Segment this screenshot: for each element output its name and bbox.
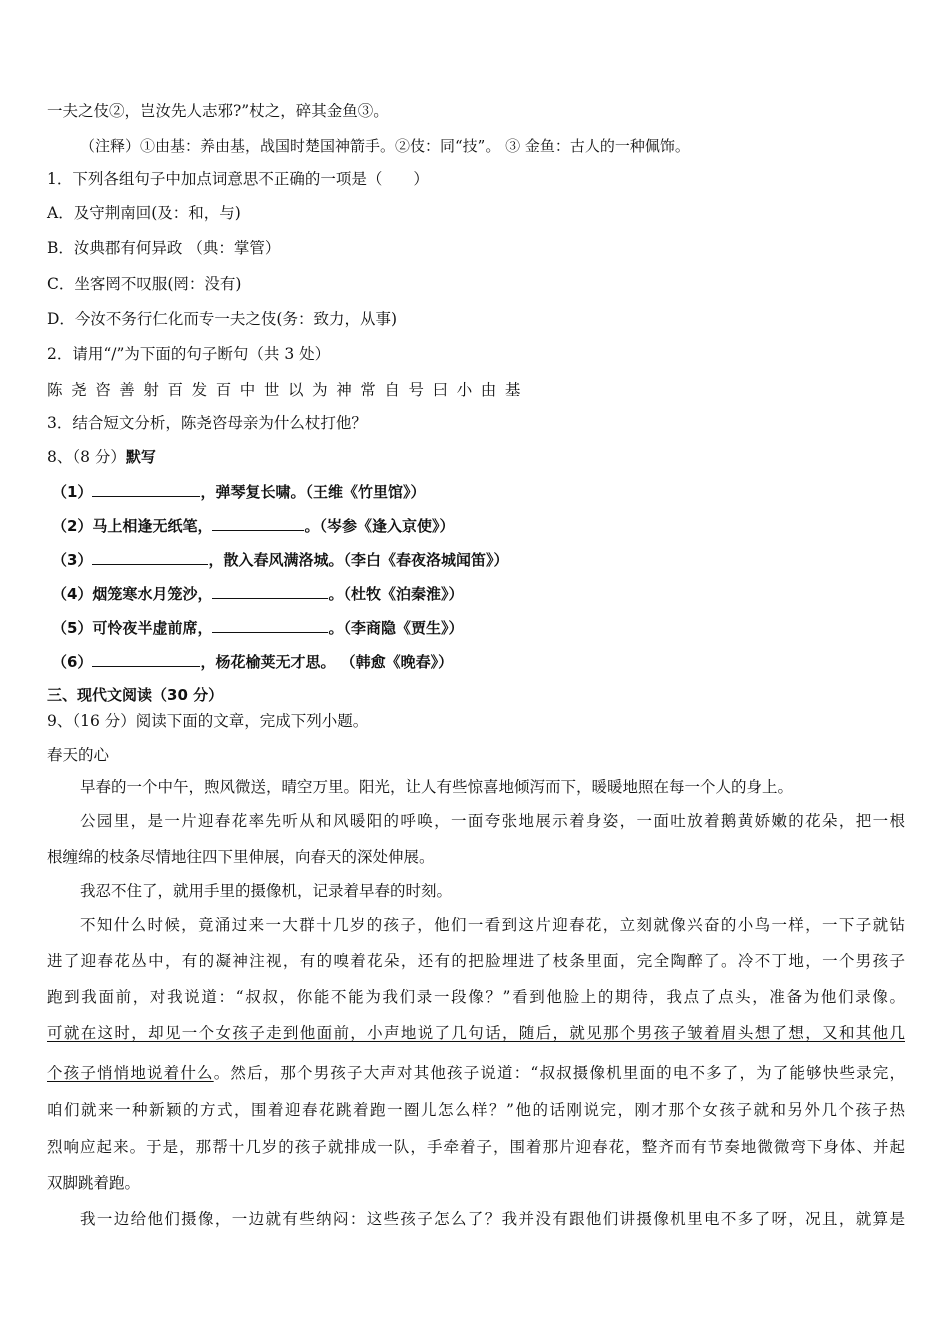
annotation-notes: （注释）①由基：养由基，战国时楚国神箭手。②伎：同“技”。 ③ 金鱼：古人的一种佩饰。 [80,137,690,155]
item-suffix: ，弹琴复长啸。（王维《竹里馆》） [200,483,426,501]
item-prefix: （3） [52,551,93,569]
dictation-number: 8、（8 分） [47,448,126,466]
item-suffix: 。（李商隐《贾生》） [328,619,464,637]
item-prefix: （2）马上相逢无纸笔， [52,517,213,535]
paragraph-4-line-6: 咱们就来一种新颖的方式，围着迎春花跳着跑一圈儿怎么样？”他的话刚说完，刚才那个女孩子就和另外几个孩子热 [47,1101,905,1119]
paragraph-3: 我忍不住了，就用手里的摄像机，记录着早春的时刻。 [80,882,453,900]
paragraph-4-line-3: 跑到我面前，对我说道：“叔叔，你能不能为我们录一段像？”看到他脸上的期待，我点了点头，准备为他们录像。 [47,988,905,1006]
answer-blank[interactable] [212,583,328,599]
answer-blank[interactable] [92,651,200,667]
option-d: D．今汝不务行仁化而专一夫之伎(务：致力，从事) [47,310,398,328]
item-suffix: ，杨花榆荚无才思。 （韩愈《晚春》） [200,653,454,671]
item-prefix: （5）可怜夜半虚前席， [52,619,213,637]
answer-blank[interactable] [212,617,328,633]
option-a: A．及守荆南回(及：和，与) [47,204,241,222]
paragraph-4-line-2: 进了迎春花丛中，有的凝神注视，有的嗅着花朵，还有的把脸埋进了枝条里面，完全陶醉了。冷不丁地，一个男孩子 [47,952,905,970]
dictation-item-2 [52,515,454,536]
answer-blank[interactable] [212,515,304,531]
item-prefix: （6） [52,653,93,671]
answer-blank[interactable] [92,549,208,565]
paragraph-4-line-8: 双脚跳着跑。 [47,1174,141,1192]
paragraph-4-line-1: 不知什么时候，竟涌过来一大群十几岁的孩子，他们一看到这片迎春花，立刻就像兴奋的小鸟一样，一下子就钻 [80,916,905,934]
paragraph-2-line-1: 公园里，是一片迎春花率先听从和风暖阳的呼唤，一面夸张地展示着身姿，一面吐放着鹅黄娇嫩的花朵，把一根 [80,812,905,830]
paragraph-2-line-2: 根缠绵的枝条尽情地往四下里伸展，向春天的深处伸展。 [47,848,435,866]
option-b: B．汝典郡有何异政 （典：掌管） [47,239,281,257]
dictation-item-1 [52,481,425,502]
dictation-item-3 [52,549,508,570]
item-prefix: （4）烟笼寒水月笼沙， [52,585,213,603]
classical-text-line: 一夫之伎②，岂汝先人志邪?”杖之，碎其金鱼③。 [47,102,389,120]
punctuation-sentence: 陈尧咨善射百发百中世以为神常自号曰小由基 [47,381,530,399]
underlined-text: 个孩子悄悄地说着什么 [47,1064,214,1082]
item-prefix: （1） [52,483,93,501]
section-heading: 三、现代文阅读（30 分） [47,686,224,704]
option-c: C．坐客罔不叹服(罔：没有) [47,275,242,293]
dictation-item-6 [52,651,453,672]
item-suffix: ，散入春风满洛城。（李白《春夜洛城闻笛》） [208,551,509,569]
dictation-title: 默写 [125,448,156,466]
paragraph-4-line-7: 烈响应起来。于是，那帮十几岁的孩子就排成一队，手牵着子，围着那片迎春花，整齐而有节奏地微微弯下身体、并起 [47,1138,905,1156]
paragraph-1: 早春的一个中午，煦风微送，晴空万里。阳光，让人有些惊喜地倾泻而下，暖暖地照在每一个人的身上。 [80,778,794,796]
question-3: 3．结合短文分析，陈尧咨母亲为什么杖打他？ [47,414,367,432]
question-1: 1．下列各组句子中加点词意思不正确的一项是（ ） [47,170,429,188]
paragraph-4-line-4 [47,1023,905,1043]
item-suffix: 。（岑参《逢入京使》） [304,517,455,535]
dictation-item-5 [52,617,463,638]
dictation-item-4 [52,583,463,604]
paragraph-5-line-1: 我一边给他们摄像，一边就有些纳闷：这些孩子怎么了？我并没有跟他们讲摄像机里电不多了呀，况且，就算是 [80,1210,905,1228]
dictation-header [47,447,156,467]
paragraph-4-line-5 [47,1063,905,1083]
question-9: 9、（16 分）阅读下面的文章，完成下列小题。 [47,712,369,730]
item-suffix: 。（杜牧《泊秦淮》） [328,585,464,603]
answer-blank[interactable] [92,481,200,497]
article-title: 春天的心 [47,746,110,764]
line-text: 。然后，那个男孩子大声对其他孩子说道：“叔叔摄像机里面的电不多了，为了能够快些录完， [213,1064,905,1082]
underlined-text: 可就在这时，却见一个女孩子走到他面前，小声地说了几句话，随后，就见那个男孩子皱着眉头想了想，又和其他几 [47,1024,905,1042]
question-2: 2．请用“/”为下面的句子断句（共 3 处） [47,345,331,363]
